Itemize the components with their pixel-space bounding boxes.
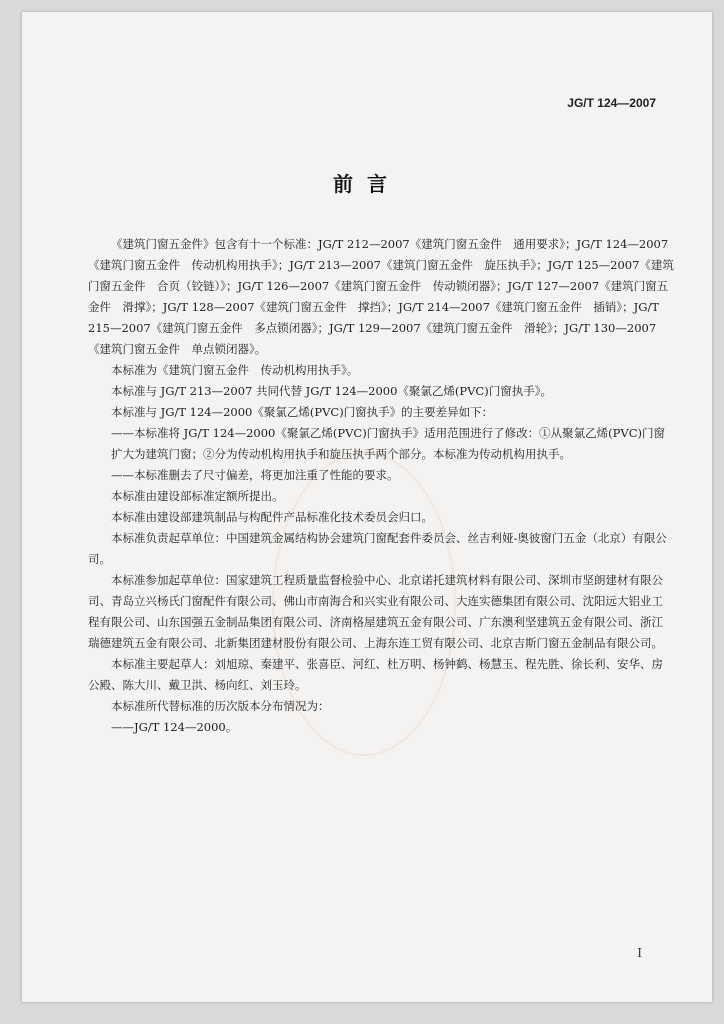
- paragraph-scope: 本标准为《建筑门窗五金件 传动机构用执手》。: [111, 363, 359, 377]
- dash-item-tolerance: ——本标准删去了尺寸偏差，将更加注重了性能的要求。: [111, 468, 399, 482]
- paragraph-series-list: 《建筑门窗五金件》包含有十一个标准：JG/T 212—2007《建筑门窗五金件 通用要求》；JG/T 124—2007《建筑门窗五金件 传动机构用执手》；JG/T 213—2007《建筑门窗五金件 旋压执手》；JG/T 125—2007《建筑门窗五金件 合页（铰链）》；JG/T 126—2007《建筑门窗五金件 传动锁闭器》；JG/T 127—2007《建筑门窗五金件 滑撑》；JG/T 128—2007《建筑门窗五金件 撑挡》；JG/T 214—2007《建筑门窗五金件 插销》；JG/T 215—2007《建筑门窗五金件 多点锁闭器》；JG/T 129—2007《建筑门窗五金件 滑轮》；JG/T 130—2007《建筑门窗五金件 单点锁闭器》。: [88, 237, 674, 356]
- paragraph-authors: 本标准主要起草人：刘旭琼、秦建平、张喜臣、河红、杜万明、杨钟鹤、杨慧玉、程先胜、徐长利、安华、房公殿、陈大川、戴卫洪、杨向红、刘玉玲。: [88, 657, 663, 692]
- page-number: I: [637, 946, 642, 960]
- paragraph-history-intro: 本标准所代替标准的历次版本分布情况为：: [111, 699, 330, 713]
- paragraph-participants: 本标准参加起草单位：国家建筑工程质量监督检验中心、北京诺托建筑材料有限公司、深圳市坚朗建材有限公司、青岛立兴杨氏门窗配件有限公司、佛山市南海合和兴实业有限公司、大连实德集团有限公司、沈阳远大铝业工程有限公司、山东国强五金制品集团有限公司、济南格屋建筑五金有限公司、广东澳利坚建筑五金有限公司、浙江瑞德建筑五金有限公司、北新集团建材股份有限公司、上海东连工贸有限公司、北京吉斯门窗五金制品有限公司。: [88, 573, 663, 650]
- paragraph-proposed-by: 本标准由建设部标准定额所提出。: [111, 489, 284, 503]
- paragraph-differences: 本标准与 JG/T 124—2000《聚氯乙烯(PVC)门窗执手》的主要差异如下：: [111, 405, 494, 419]
- page-title: 前言: [333, 172, 401, 196]
- dash-item-scope-change: ——本标准将 JG/T 124—2000《聚氯乙烯(PVC)门窗执手》适用范围进行了修改：①从聚氯乙烯(PVC)门窗扩大为建筑门窗；②分为传动机构用执手和旋压执手两个部分。本标准为传动机构用执手。: [111, 426, 665, 461]
- history-item: ——JG/T 124—2000。: [111, 720, 238, 734]
- document-page: [22, 12, 712, 1002]
- paragraph-lead-drafter: 本标准负责起草单位：中国建筑金属结构协会建筑门窗配套件委员会、丝吉利娅-奥彼窗门五金（北京）有限公司。: [88, 531, 667, 566]
- document-body: [88, 234, 674, 738]
- paragraph-replaces: 本标准与 JG/T 213—2007 共同代替 JG/T 124—2000《聚氯乙烯(PVC)门窗执手》。: [111, 384, 552, 398]
- paragraph-centralized-by: 本标准由建设部建筑制品与构配件产品标准化技术委员会归口。: [111, 510, 433, 524]
- standard-code: JG/T 124—2007: [567, 96, 656, 110]
